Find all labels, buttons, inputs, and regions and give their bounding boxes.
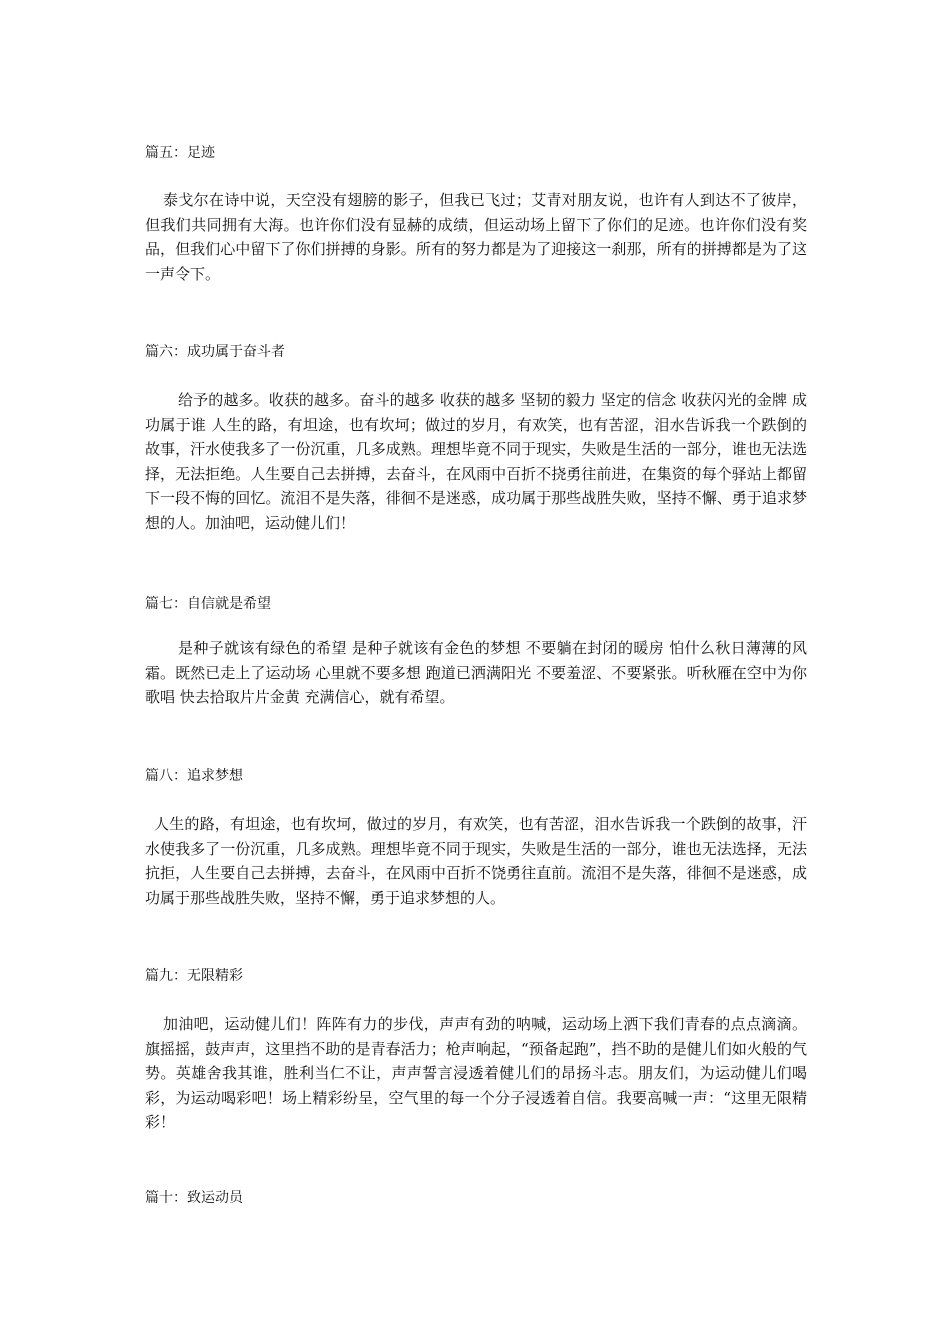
section-body-6: 给予的越多。收获的越多。奋斗的越多 收获的越多 坚韧的毅力 坚定的信念 收获闪光的金牌 成功属于谁 人生的路，有坦途，也有坎坷；做过的岁月，有欢笑，也有苦涩，泪水告诉我一个跌倒的故事，汗水使我多了一份沉重，几多成熟。理想毕竟不同于现实，失败是生活的一部分，谁也无法选择，无法拒绝。人生要自己去拼搏，去奋斗，在风雨中百折不挠勇往前进，在集资的每个驿站上都留下一段不悔的回忆。流泪不是失落，徘徊不是迷惑，成功属于那些战胜失败，坚持不懈、勇于追求梦想的人。加油吧，运动健儿们！ bbox=[145, 391, 807, 532]
section-body-7: 是种子就该有绿色的希望 是种子就该有金色的梦想 不要躺在封闭的暖房 怕什么秋日薄薄的风霜。既然已走上了运动场 心里就不要多想 跑道已洒满阳光 不要羞涩、不要紧张。听秋雁在空中为你歌唱 快去拾取片片金黄 充满信心，就有希望。 bbox=[145, 639, 807, 706]
section-body-9: 加油吧，运动健儿们！阵阵有力的步伐，声声有劲的呐喊，运动场上洒下我们青春的点点滴滴。旗摇摇，鼓声声，这里挡不助的是青春活力；枪声响起，“预备起跑”，挡不助的是健儿们如火般的气势。英雄舍我其谁，胜利当仁不让，声声誓言浸透着健儿们的昂扬斗志。朋友们，为运动健儿们喝彩，为运动喝彩吧！场上精彩纷呈，空气里的每一个分子浸透着自信。我要高喊一声：“这里无限精彩！ bbox=[145, 1015, 807, 1131]
section-title-6: 篇六：成功属于奋斗者 bbox=[145, 344, 285, 360]
section-body-5: 泰戈尔在诗中说，天空没有翅膀的影子，但我已飞过；艾青对朋友说，也许有人到达不了彼岸，但我们共同拥有大海。也许你们没有显赫的成绩，但运动场上留下了你们的足迹。也许你们没有奖品，但我们心中留下了你们拼搏的身影。所有的努力都是为了迎接这一刹那，所有的拼搏都是为了这一声令下。 bbox=[145, 191, 807, 283]
section-body-8: 人生的路，有坦途，也有坎坷，做过的岁月，有欢笑，也有苦涩，泪水告诉我一个跌倒的故事，汗水使我多了一份沉重，几多成熟。理想毕竟不同于现实，失败是生活的一部分，谁也无法选择，无法抗拒，人生要自己去拼搏，去奋斗，在风雨中百折不饶勇往直前。流泪不是失落，徘徊不是迷惑，成功属于那些战胜失败，坚持不懈，勇于追求梦想的人。 bbox=[145, 815, 807, 907]
section-title-5: 篇五：足迹 bbox=[145, 145, 215, 161]
section-title-10: 篇十：致运动员 bbox=[145, 1190, 243, 1206]
section-title-8: 篇八：追求梦想 bbox=[145, 768, 243, 784]
section-title-7: 篇七：自信就是希望 bbox=[145, 596, 271, 612]
section-title-9: 篇九：无限精彩 bbox=[145, 968, 243, 984]
